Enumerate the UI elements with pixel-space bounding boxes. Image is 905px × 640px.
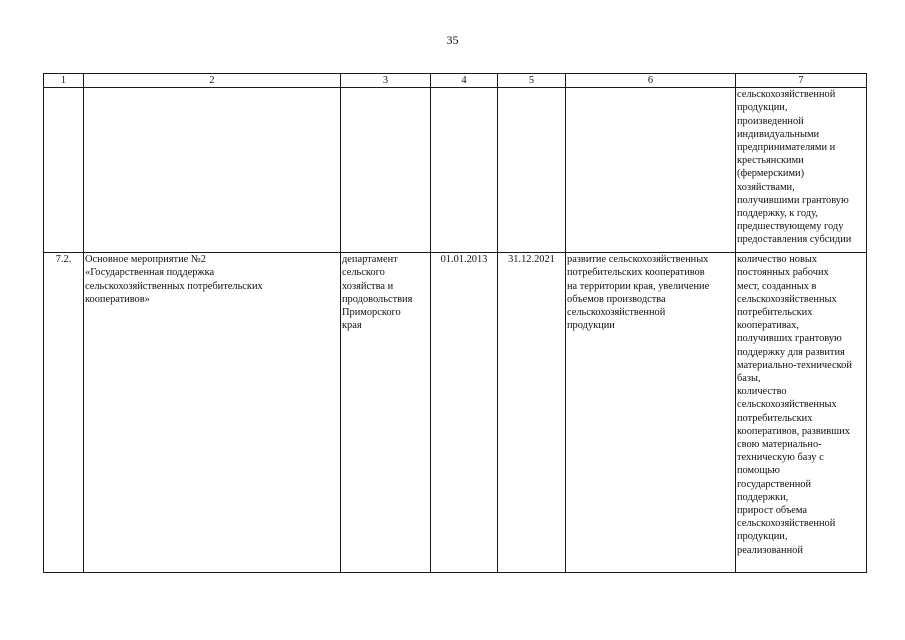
column-number-header-row	[44, 74, 867, 88]
indicator-cell: количество новых постоянных рабочих мест, созданных в сельскохозяйственных потребительских кооперативах, получивших грантовую поддержку для развития материально-технической базы, количество сельскохозяйственных потребительских кооперативов, развивших свою материально- техническую базу с помощью государственной поддержки, прирост объема сельскохозяйственной продукции, реализованной	[736, 253, 867, 573]
column-header-5: 5	[498, 74, 566, 88]
table-row	[44, 253, 867, 573]
column-header-1: 1	[44, 74, 84, 88]
start-date-cell: 01.01.2013	[431, 253, 498, 573]
executor-cell: департамент сельского хозяйства и продовольствия Приморского края	[341, 253, 431, 573]
start-date-cell	[431, 88, 498, 253]
row-number-cell: 7.2.	[44, 253, 84, 573]
executor-cell	[341, 88, 431, 253]
activity-name-cell: Основное мероприятие №2 «Государственная поддержка сельскохозяйственных потребительских кооперативов»	[84, 253, 341, 573]
expected-result-cell	[566, 88, 736, 253]
indicator-cell: сельскохозяйственной продукции, произведенной индивидуальными предпринимателями и крестьянскими (фермерскими) хозяйствами, получившими грантовую поддержку, к году, предшествующему году предоставления субсидии	[736, 88, 867, 253]
table-row	[44, 88, 867, 253]
end-date-cell: 31.12.2021	[498, 253, 566, 573]
column-header-4: 4	[431, 74, 498, 88]
activity-name-cell	[84, 88, 341, 253]
column-header-6: 6	[566, 74, 736, 88]
end-date-cell	[498, 88, 566, 253]
row-number-cell	[44, 88, 84, 253]
column-header-2: 2	[84, 74, 341, 88]
page-number: 35	[446, 33, 459, 47]
program-activities-table	[43, 73, 867, 573]
column-header-3: 3	[341, 74, 431, 88]
expected-result-cell: развитие сельскохозяйственных потребительских кооперативов на территории края, увеличение объемов производства сельскохозяйственной продукции	[566, 253, 736, 573]
column-header-7: 7	[736, 74, 867, 88]
